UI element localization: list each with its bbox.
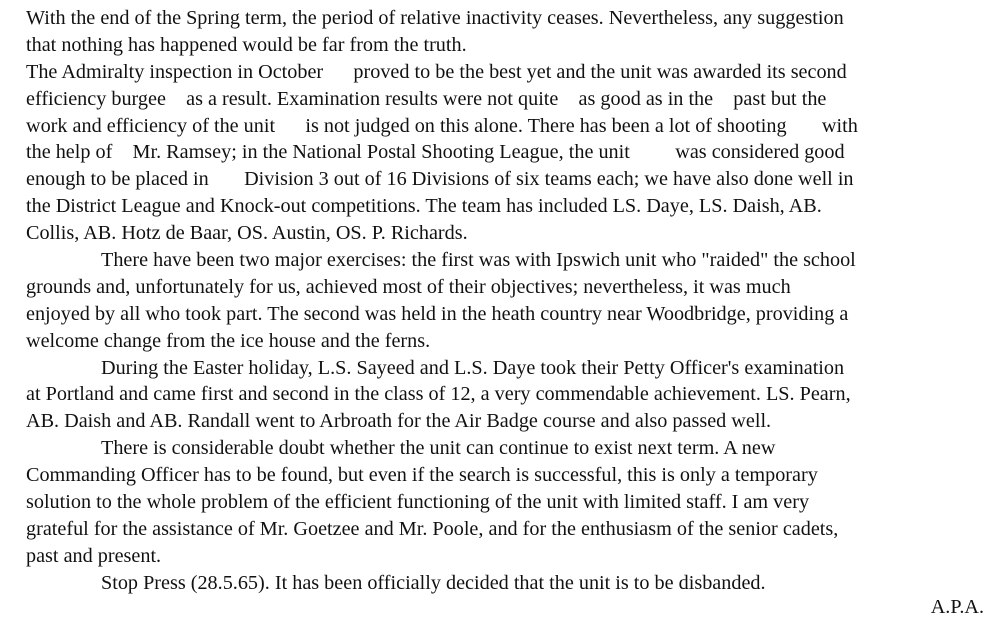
text-line: grounds and, unfortunately for us, achieved most of their objectives; nevertheless, it was much [26, 275, 791, 298]
text-line: grateful for the assistance of Mr. Goetzee and Mr. Poole, and for the enthusiasm of the senior cadets, [26, 517, 839, 540]
text-line: enjoyed by all who took part. The second was held in the heath country near Woodbridge, providing a [26, 302, 849, 325]
text-line: solution to the whole problem of the efficient functioning of the unit with limited staff. I am very [26, 491, 810, 514]
paragraph-start-line: There have been two major exercises: the first was with Ipswich unit who "raided" the school [101, 249, 856, 272]
signature-initials: A.P.A. [930, 596, 984, 618]
text-line: Commanding Officer has to be found, but even if the search is successful, this is only a temporary [26, 464, 818, 487]
text-line: past and present. [26, 544, 162, 567]
text-line: Collis, AB. Hotz de Baar, OS. Austin, OS. P. Richards. [26, 222, 468, 245]
paragraph-start-line: During the Easter holiday, L.S. Sayeed and L.S. Daye took their Petty Officer's examination [101, 356, 845, 379]
text-line: The Admiralty inspection in October proved to be the best yet and the unit was awarded its second [26, 60, 847, 83]
paragraph-start-line: There is considerable doubt whether the unit can continue to exist next term. A new [101, 437, 776, 460]
text-line: that nothing has happened would be far from the truth. [26, 33, 467, 56]
document-body [26, 5, 986, 597]
text-line: enough to be placed in Division 3 out of 16 Divisions of six teams each; we have also done well in [26, 168, 854, 191]
text-line: efficiency burgee as a result. Examination results were not quite as good as in the past but the [26, 87, 827, 110]
text-line: AB. Daish and AB. Randall went to Arbroath for the Air Badge course and also passed well. [26, 410, 772, 433]
stop-press-line: Stop Press (28.5.65). It has been officially decided that the unit is to be disbanded. [101, 571, 766, 594]
text-line: the District League and Knock-out competitions. The team has included LS. Daye, LS. Daish, AB. [26, 195, 822, 218]
text-line: the help of Mr. Ramsey; in the National Postal Shooting League, the unit was considered good [26, 141, 845, 164]
text-line: work and efficiency of the unit is not judged on this alone. There has been a lot of shooting with [26, 114, 858, 137]
text-line: welcome change from the ice house and the ferns. [26, 329, 431, 352]
text-line: at Portland and came first and second in the class of 12, a very commendable achievement. LS. Pearn, [26, 383, 851, 406]
text-line: With the end of the Spring term, the period of relative inactivity ceases. Nevertheless, any suggestion [26, 7, 844, 29]
